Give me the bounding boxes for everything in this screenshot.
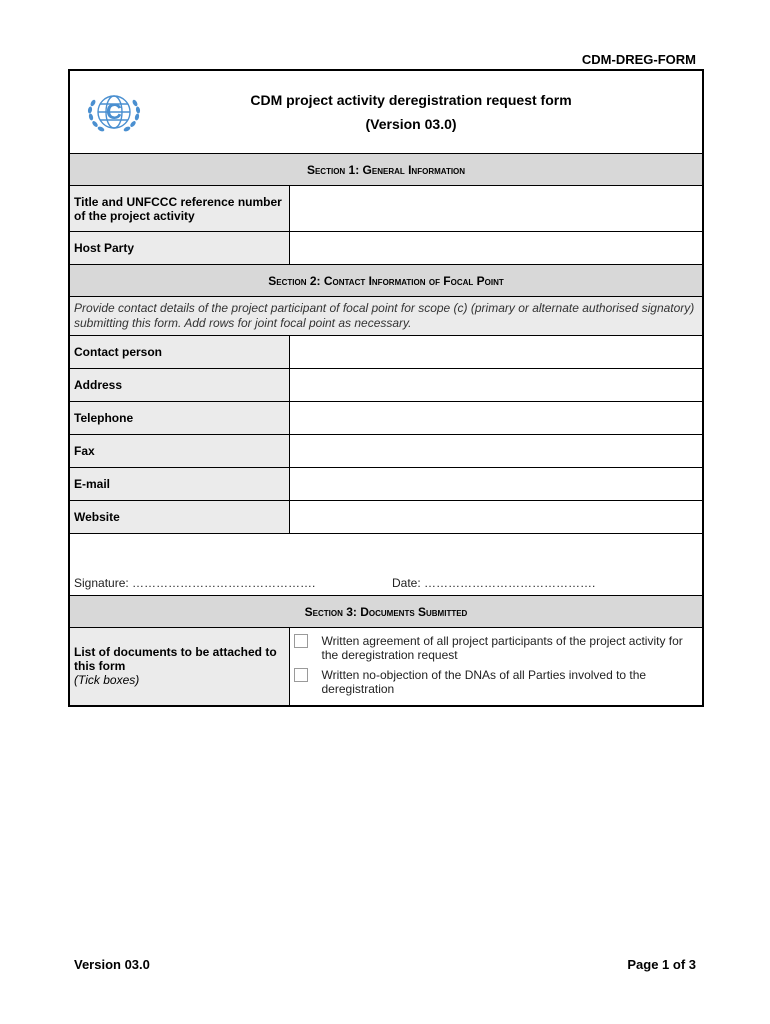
document-item-label: Written agreement of all project participants of the project activity for the deregistration request	[321, 634, 683, 663]
title-reference-label: Title and UNFCCC reference number of the project activity	[69, 186, 289, 232]
documents-label-text: List of documents to be attached to this form	[74, 645, 277, 674]
deregistration-form	[68, 69, 704, 707]
address-label: Address	[69, 369, 289, 402]
form-title: CDM project activity deregistration request form	[250, 92, 572, 108]
email-label: E-mail	[69, 468, 289, 501]
signature-line[interactable]: Signature: ……………………………………….	[74, 576, 316, 590]
form-code: CDM-DREG-FORM	[581, 52, 696, 67]
host-party-field[interactable]	[289, 232, 703, 265]
website-label: Website	[69, 501, 289, 534]
footer-page-number: Page 1 of 3	[627, 957, 696, 972]
document-item	[294, 634, 699, 662]
tick-boxes-hint: (Tick boxes)	[74, 673, 140, 688]
footer-version: Version 03.0	[74, 957, 150, 972]
fax-label: Fax	[69, 435, 289, 468]
dna-no-objection-checkbox[interactable]	[294, 668, 308, 682]
signature-block	[69, 534, 703, 596]
address-field[interactable]	[289, 369, 703, 402]
title-reference-field[interactable]	[289, 186, 703, 232]
unfccc-logo-icon	[84, 89, 144, 137]
section2-instructions: Provide contact details of the project participant of focal point for scope (c) (primary or alternate authorised signatory) submitting this form. Add rows for joint focal point as necessary.	[69, 297, 703, 336]
telephone-label: Telephone	[69, 402, 289, 435]
svg-text:C: C	[106, 99, 122, 124]
date-line[interactable]: Date: …………………………………….	[392, 576, 596, 590]
email-field[interactable]	[289, 468, 703, 501]
document-item	[294, 668, 699, 696]
written-agreement-checkbox[interactable]	[294, 634, 308, 648]
section1-heading: Section 1: General Information	[69, 154, 703, 186]
section2-heading: Section 2: Contact Information of Focal Point	[69, 265, 703, 297]
host-party-label: Host Party	[69, 232, 289, 265]
documents-checklist	[289, 628, 703, 706]
form-version: (Version 03.0)	[365, 116, 457, 132]
form-header	[69, 70, 703, 154]
fax-field[interactable]	[289, 435, 703, 468]
telephone-field[interactable]	[289, 402, 703, 435]
contact-person-label: Contact person	[69, 336, 289, 369]
contact-person-field[interactable]	[289, 336, 703, 369]
document-item-label: Written no-objection of the DNAs of all Parties involved to the deregistration	[321, 668, 647, 697]
section3-heading: Section 3: Documents Submitted	[69, 596, 703, 628]
documents-label	[69, 628, 289, 706]
website-field[interactable]	[289, 501, 703, 534]
